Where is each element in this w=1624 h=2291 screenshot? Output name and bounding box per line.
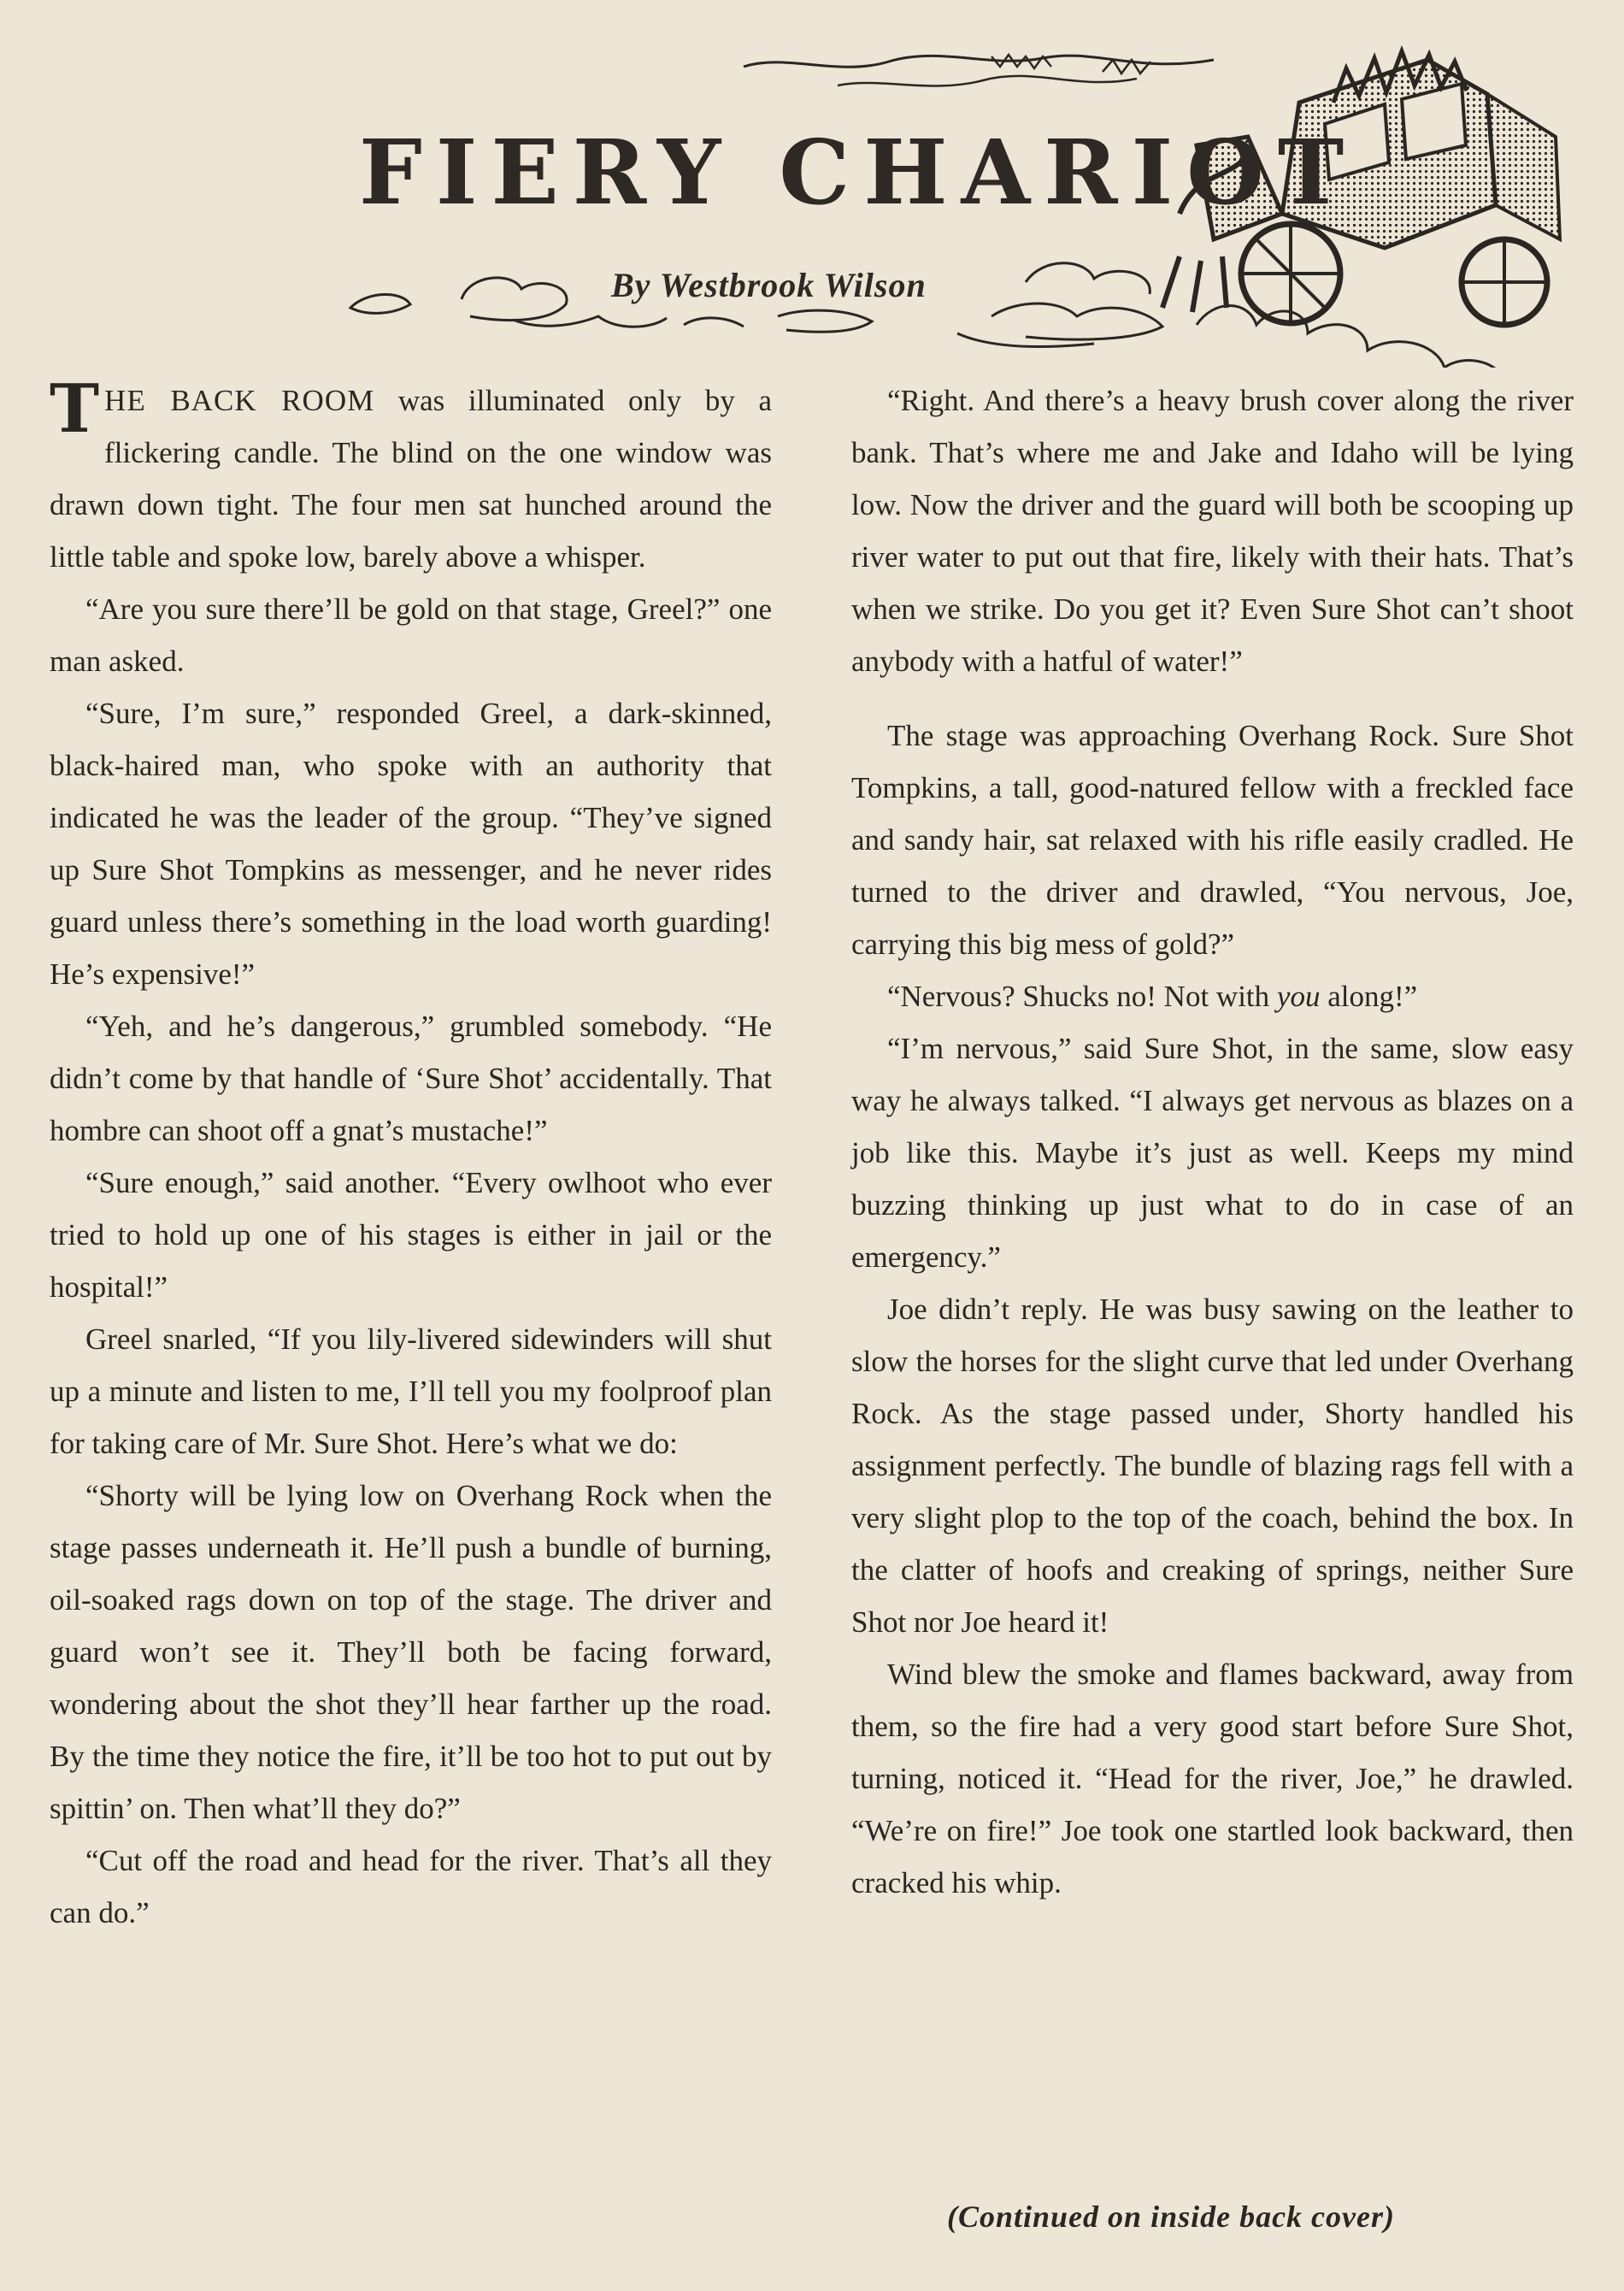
emphasis-text: you bbox=[1276, 980, 1321, 1013]
paragraph-text: along!” bbox=[1320, 980, 1418, 1013]
left-column bbox=[50, 370, 772, 1939]
paragraph: “Sure enough,” said another. “Every owlhoot who ever tried to hold up one of his stages is either in jail or the hospital!” bbox=[50, 1166, 772, 1304]
lead-in-text: HE BACK ROOM bbox=[104, 384, 375, 417]
paragraph-text: “Nervous? Shucks no! Not with bbox=[887, 980, 1277, 1013]
opening-paragraph bbox=[50, 370, 772, 583]
paragraph: “Right. And there’s a heavy brush cover along the river bank. That’s where me and Jake and Idaho will be lying low. Now the driver and the guard will both be scooping up river water to put out that fire, likely with their hats. That’s when we strike. Do you get it? Even Sure Shot can’t shoot anybody with a hatful of water!” bbox=[851, 384, 1574, 678]
paragraph bbox=[851, 970, 1574, 1022]
paragraph: “Sure, I’m sure,” responded Greel, a dark-skinned, black-haired man, who spoke with an authority that indicated he was the leader of the group. “They’ve signed up Sure Shot Tompkins as messenger, and he never rides guard unless there’s something in the load worth guarding! He’s expensive!” bbox=[50, 697, 772, 991]
opening-paragraph-text: was illuminated only by a flickering candle. The blind on the one window was drawn down tight. The four men sat hunched around the little table and spoke low, barely above a whisper. bbox=[50, 384, 772, 574]
paragraph: The stage was approaching Overhang Rock. Sure Shot Tompkins, a tall, good-natured fellow with a freckled face and sandy hair, sat relaxed with his rifle easily cradled. He turned to the driver and drawled, “You nervous, Joe, carrying this big mess of gold?” bbox=[851, 719, 1574, 961]
drop-cap: T bbox=[50, 370, 100, 448]
paragraph: Joe didn’t reply. He was busy sawing on the leather to slow the horses for the slight curve that led under Overhang Rock. As the stage passed under, Shorty handled his assignment perfectly. The bundle of blazing rags fell with a very slight plop to the top of the coach, behind the box. In the clatter of hoofs and creaking of springs, neither Sure Shot nor Joe heard it! bbox=[851, 1293, 1574, 1639]
paragraph: “Yeh, and he’s dangerous,” grumbled somebody. “He didn’t come by that handle of ‘Sure Shot’ accidentally. That hombre can shoot off a gnat’s mustache!” bbox=[50, 1010, 772, 1147]
paragraph: “I’m nervous,” said Sure Shot, in the same, slow easy way he always talked. “I always get nervous as blazes on a job like this. Maybe it’s just as well. Keeps my mind buzzing thinking up just what to do in case of an emergency.” bbox=[851, 1032, 1574, 1274]
paragraph: “Are you sure there’ll be gold on that stage, Greel?” one man asked. bbox=[50, 592, 772, 678]
paragraph: Greel snarled, “If you lily-livered sidewinders will shut up a minute and listen to me, I’ll tell you my foolproof plan for taking care of Mr. Sure Shot. Here’s what we do: bbox=[50, 1322, 772, 1460]
story-title: FIERY CHARIOT bbox=[359, 120, 1358, 225]
byline: By Westbrook Wilson bbox=[611, 266, 927, 304]
right-column bbox=[851, 374, 1574, 1909]
paragraph: “Shorty will be lying low on Overhang Rock when the stage passes underneath it. He’ll push a bundle of burning, oil-soaked rags down on top of the stage. The driver and guard won’t see it. They’ll both be facing forward, wondering about the shot they’ll hear farther up the road. By the time they notice the fire, it’ll be too hot to put out by spittin’ on. Then what’ll they do?” bbox=[50, 1479, 772, 1825]
paragraph: Wind blew the smoke and flames backward, away from them, so the fire had a very good start before Sure Shot, turning, noticed it. “Head for the river, Joe,” he drawled. “We’re on fire!” Joe took one startled look backward, then cracked his whip. bbox=[851, 1658, 1574, 1899]
paragraph: “Cut off the road and head for the river. That’s all they can do.” bbox=[50, 1844, 772, 1929]
continued-note: (Continued on inside back cover) bbox=[947, 2200, 1395, 2234]
